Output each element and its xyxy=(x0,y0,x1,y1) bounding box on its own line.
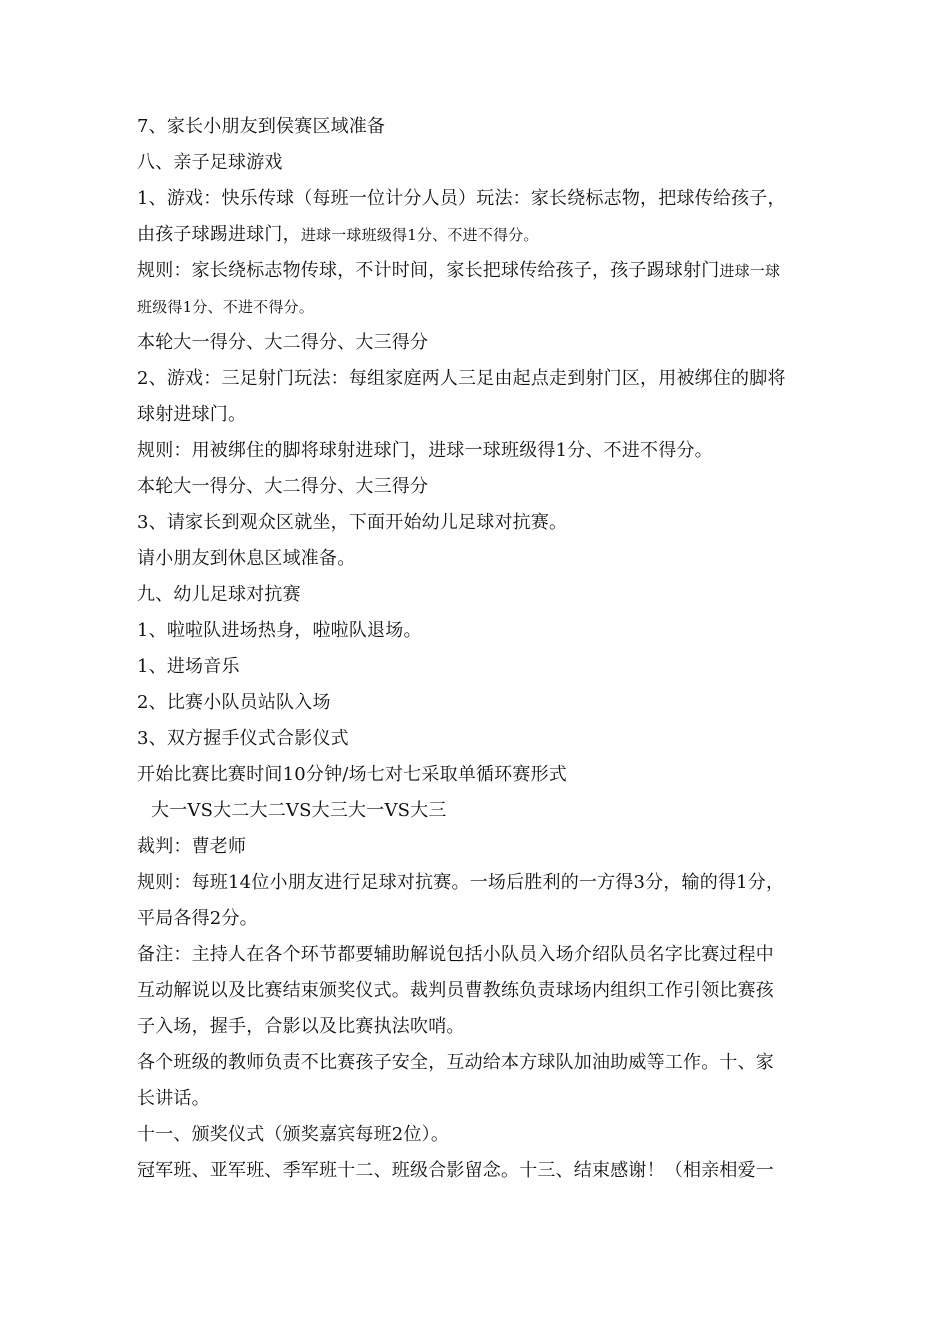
text-segment: 规则：家长绕标志物传球，不计时间，家长把球传给孩子，孩子踢球射门 xyxy=(137,260,720,281)
text-line: 长讲话。 xyxy=(137,1088,210,1109)
text-line-indented: 大一VS大二大二VS大三大一VS大三 xyxy=(151,800,447,821)
text-line: 球射进球门。 xyxy=(137,404,247,425)
text-line xyxy=(137,217,837,253)
text-line: 2、比赛小队员站队入场 xyxy=(137,692,331,713)
text-line: 备注：主持人在各个环节都要辅助解说包括小队员入场介绍队员名字比赛过程中 xyxy=(137,944,774,965)
text-line: 2、游戏：三足射门玩法：每组家庭两人三足由起点走到射门区，用被绑住的脚将 xyxy=(137,368,786,389)
text-segment: 由孩子球踢进球门， xyxy=(137,224,301,245)
text-line: 开始比赛比赛时间10分钟/场七对七采取单循环赛形式 xyxy=(137,764,567,785)
text-line: 1、啦啦队进场热身，啦啦队退场。 xyxy=(137,620,422,641)
text-segment-small: 进球一球 xyxy=(719,262,781,280)
text-line: 3、双方握手仪式合影仪式 xyxy=(137,728,349,749)
text-line: 规则：每班14位小朋友进行足球对抗赛。一场后胜利的一方得3分，输的得1分， xyxy=(137,872,785,893)
text-line: 3、请家长到观众区就坐，下面开始幼儿足球对抗赛。 xyxy=(137,512,568,533)
text-line: 本轮大一得分、大二得分、大三得分 xyxy=(137,332,429,353)
text-line: 各个班级的教师负责不比赛孩子安全，互动给本方球队加油助威等工作。十、家 xyxy=(137,1052,774,1073)
text-line: 1、游戏：快乐传球（每班一位计分人员）玩法：家长绕标志物，把球传给孩子， xyxy=(137,188,786,209)
section-heading: 九、幼儿足球对抗赛 xyxy=(137,584,301,605)
text-segment-small: 进球一球班级得1分、不进不得分。 xyxy=(300,226,539,244)
text-line: 规则：用被绑住的脚将球射进球门，进球一球班级得1分、不进不得分。 xyxy=(137,440,713,461)
text-line: 裁判：曹老师 xyxy=(137,836,247,857)
text-line xyxy=(137,253,837,289)
text-line-small: 班级得1分、不进不得分。 xyxy=(137,298,314,316)
text-line: 子入场，握手，合影以及比赛执法吹哨。 xyxy=(137,1016,465,1037)
document-body xyxy=(137,109,837,1189)
text-line: 1、进场音乐 xyxy=(137,656,240,677)
text-line: 平局各得2分。 xyxy=(137,908,258,929)
text-line: 7、家长小朋友到侯赛区域准备 xyxy=(137,116,386,137)
text-line: 十一、颁奖仪式（颁奖嘉宾每班2位）。 xyxy=(137,1124,450,1145)
text-line: 请小朋友到休息区域准备。 xyxy=(137,548,356,569)
text-line: 冠军班、亚军班、季军班十二、班级合影留念。十三、结束感谢！（相亲相爱一 xyxy=(137,1160,774,1181)
section-heading: 八、亲子足球游戏 xyxy=(137,152,283,173)
text-line: 互动解说以及比赛结束颁奖仪式。裁判员曹教练负责球场内组织工作引领比赛孩 xyxy=(137,980,774,1001)
text-line: 本轮大一得分、大二得分、大三得分 xyxy=(137,476,429,497)
